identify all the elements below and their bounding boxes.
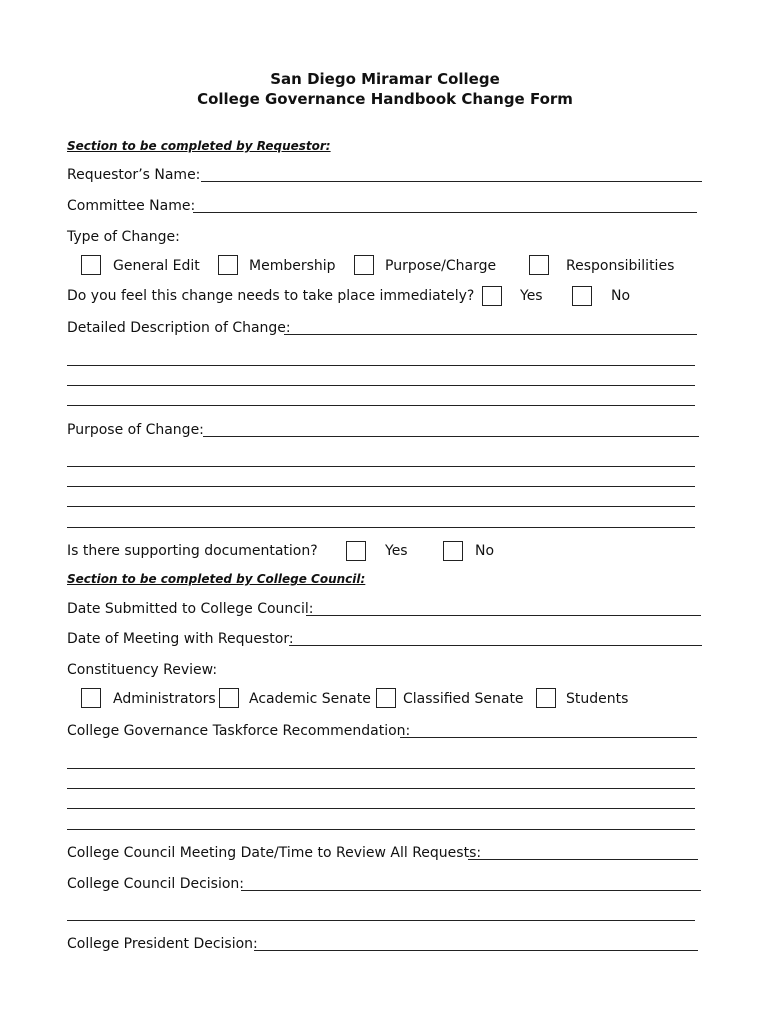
supporting-no-checkbox[interactable] xyxy=(443,541,463,561)
taskforce-line[interactable] xyxy=(67,829,695,830)
responsibilities-label: Responsibilities xyxy=(566,258,675,274)
academic-senate-label: Academic Senate xyxy=(249,691,371,707)
president-decision-label: College President Decision: xyxy=(67,936,258,952)
purpose-charge-checkbox[interactable] xyxy=(354,255,374,275)
taskforce-line[interactable] xyxy=(67,768,695,769)
immediate-yes-label: Yes xyxy=(520,288,543,304)
responsibilities-checkbox[interactable] xyxy=(529,255,549,275)
date-submitted-label: Date Submitted to College Council: xyxy=(67,601,314,617)
date-meeting-label: Date of Meeting with Requestor: xyxy=(67,631,294,647)
supporting-doc-question: Is there supporting documentation? xyxy=(67,543,318,559)
committee-name-field[interactable] xyxy=(193,212,697,213)
taskforce-line[interactable] xyxy=(67,808,695,809)
council-decision-label: College Council Decision: xyxy=(67,876,245,892)
immediate-no-checkbox[interactable] xyxy=(572,286,592,306)
administrators-checkbox[interactable] xyxy=(81,688,101,708)
description-line[interactable] xyxy=(67,405,695,406)
council-decision-field[interactable] xyxy=(241,890,701,891)
date-meeting-field[interactable] xyxy=(289,645,702,646)
description-label: Detailed Description of Change: xyxy=(67,320,291,336)
immediate-question: Do you feel this change needs to take place immediately? xyxy=(67,288,475,304)
description-line[interactable] xyxy=(67,385,695,386)
classified-senate-checkbox[interactable] xyxy=(376,688,396,708)
general-edit-label: General Edit xyxy=(113,258,200,274)
membership-label: Membership xyxy=(249,258,336,274)
description-field[interactable] xyxy=(284,334,697,335)
purpose-charge-label: Purpose/Charge xyxy=(385,258,497,274)
purpose-line[interactable] xyxy=(67,527,695,528)
supporting-no-label: No xyxy=(475,543,495,559)
council-decision-line[interactable] xyxy=(67,920,695,921)
students-label: Students xyxy=(566,691,629,707)
meeting-datetime-field[interactable] xyxy=(468,859,698,860)
requestor-section-heading: Section to be completed by Requestor: xyxy=(67,139,331,153)
taskforce-line[interactable] xyxy=(67,788,695,789)
meeting-datetime-label: College Council Meeting Date/Time to Review All Requests: xyxy=(67,845,482,861)
membership-checkbox[interactable] xyxy=(218,255,238,275)
committee-name-label: Committee Name: xyxy=(67,198,196,214)
immediate-no-label: No xyxy=(611,288,631,304)
president-decision-field[interactable] xyxy=(254,950,698,951)
immediate-yes-checkbox[interactable] xyxy=(482,286,502,306)
purpose-line[interactable] xyxy=(67,486,695,487)
taskforce-field[interactable] xyxy=(400,737,697,738)
general-edit-checkbox[interactable] xyxy=(81,255,101,275)
constituency-label: Constituency Review: xyxy=(67,662,218,678)
college-name: San Diego Miramar College xyxy=(270,70,500,88)
supporting-yes-label: Yes xyxy=(385,543,408,559)
purpose-label: Purpose of Change: xyxy=(67,422,204,438)
taskforce-label: College Governance Taskforce Recommendation: xyxy=(67,723,411,739)
requestor-name-field[interactable] xyxy=(201,181,702,182)
type-of-change-label: Type of Change: xyxy=(67,229,180,245)
council-section-heading: Section to be completed by College Council: xyxy=(67,572,366,586)
students-checkbox[interactable] xyxy=(536,688,556,708)
description-line[interactable] xyxy=(67,365,695,366)
purpose-field[interactable] xyxy=(203,436,699,437)
form-title: College Governance Handbook Change Form xyxy=(197,90,573,108)
administrators-label: Administrators xyxy=(113,691,216,707)
requestor-name-label: Requestor’s Name: xyxy=(67,167,201,183)
supporting-yes-checkbox[interactable] xyxy=(346,541,366,561)
classified-senate-label: Classified Senate xyxy=(403,691,524,707)
purpose-line[interactable] xyxy=(67,466,695,467)
academic-senate-checkbox[interactable] xyxy=(219,688,239,708)
purpose-line[interactable] xyxy=(67,506,695,507)
date-submitted-field[interactable] xyxy=(306,615,701,616)
